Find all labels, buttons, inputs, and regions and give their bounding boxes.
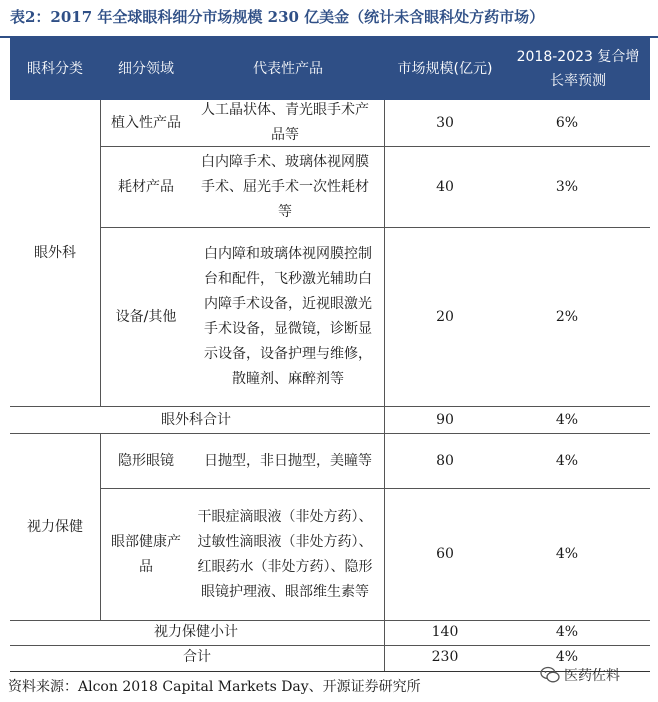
market-cell: 20 — [436, 308, 454, 325]
source-text: Alcon 2018 Capital Markets Day、开源证券研究所 — [78, 679, 421, 695]
products-cell: 白内障手术、玻璃体视网膜手术、屈光手术一次性耗材等 — [201, 153, 369, 220]
market-cell: 30 — [436, 114, 454, 131]
total-growth: 4% — [555, 649, 579, 665]
subtotal-market: 140 — [431, 624, 459, 640]
subtotal-growth: 4% — [555, 624, 579, 640]
growth-cell: 4% — [555, 546, 579, 562]
source-label: 资料来源： — [8, 679, 78, 695]
growth-cell: 3% — [555, 178, 579, 195]
total-label: 合计 — [183, 649, 211, 665]
products-cell: 人工晶状体、青光眼手术产品等 — [201, 102, 369, 143]
source-note — [8, 676, 421, 698]
header-category: 眼科分类 — [27, 61, 83, 77]
segment-cell: 植入性产品 — [111, 114, 181, 131]
table-title: 表2：2017 年全球眼科细分市场规模 230 亿美金（统计未含眼科处方药市场） — [10, 8, 545, 26]
group-surgery: 眼外科 — [34, 244, 76, 261]
row-divider — [10, 406, 650, 407]
col-divider — [100, 434, 101, 620]
segment-cell: 设备/其他 — [115, 308, 177, 325]
watermark-text: 医药佐料 — [564, 668, 620, 684]
market-cell: 80 — [436, 452, 454, 469]
growth-cell: 4% — [555, 452, 579, 469]
col-divider — [384, 100, 385, 671]
market-cell: 40 — [436, 178, 454, 195]
row-divider — [10, 620, 650, 621]
row-divider — [100, 146, 650, 147]
subtotal-label: 眼外科合计 — [161, 412, 231, 428]
row-divider — [10, 645, 650, 646]
table-header — [10, 38, 650, 100]
segment-cell: 隐形眼镜 — [118, 452, 174, 469]
growth-cell: 6% — [555, 114, 579, 131]
growth-cell: 2% — [555, 308, 579, 325]
row-divider — [100, 488, 650, 489]
market-cell: 60 — [436, 546, 454, 562]
header-segment: 细分领域 — [118, 61, 174, 77]
group-vision-care: 视力保健 — [27, 518, 83, 535]
total-market: 230 — [431, 649, 459, 665]
products-cell: 日抛型，非日抛型，美瞳等 — [204, 452, 372, 469]
header-market-size: 市场规模(亿元) — [397, 61, 493, 77]
col-divider — [100, 100, 101, 406]
header-growth-forecast: 2018-2023 复合增长率预测 — [516, 49, 640, 89]
subtotal-growth: 4% — [555, 412, 579, 428]
segment-cell: 眼部健康产品 — [111, 533, 181, 575]
products-cell: 干眼症滴眼液（非处方药）、过敏性滴眼液（非处方药）、红眼药水（非处方药）、隐形眼镜护理液、眼部维生素等 — [197, 508, 373, 600]
row-divider — [10, 433, 650, 434]
header-products: 代表性产品 — [253, 61, 323, 77]
subtotal-label: 视力保健小计 — [154, 624, 238, 640]
row-divider — [100, 227, 650, 228]
subtotal-market: 90 — [436, 412, 454, 428]
watermark — [540, 664, 620, 686]
segment-cell: 耗材产品 — [118, 178, 174, 195]
products-cell: 白内障和玻璃体视网膜控制台和配件，飞秒激光辅助白内障手术设备，近视眼激光手术设备，显微镜，诊断显示设备，设备护理与维修，散瞳剂、麻醉剂等 — [204, 246, 372, 387]
wechat-icon — [540, 666, 560, 684]
